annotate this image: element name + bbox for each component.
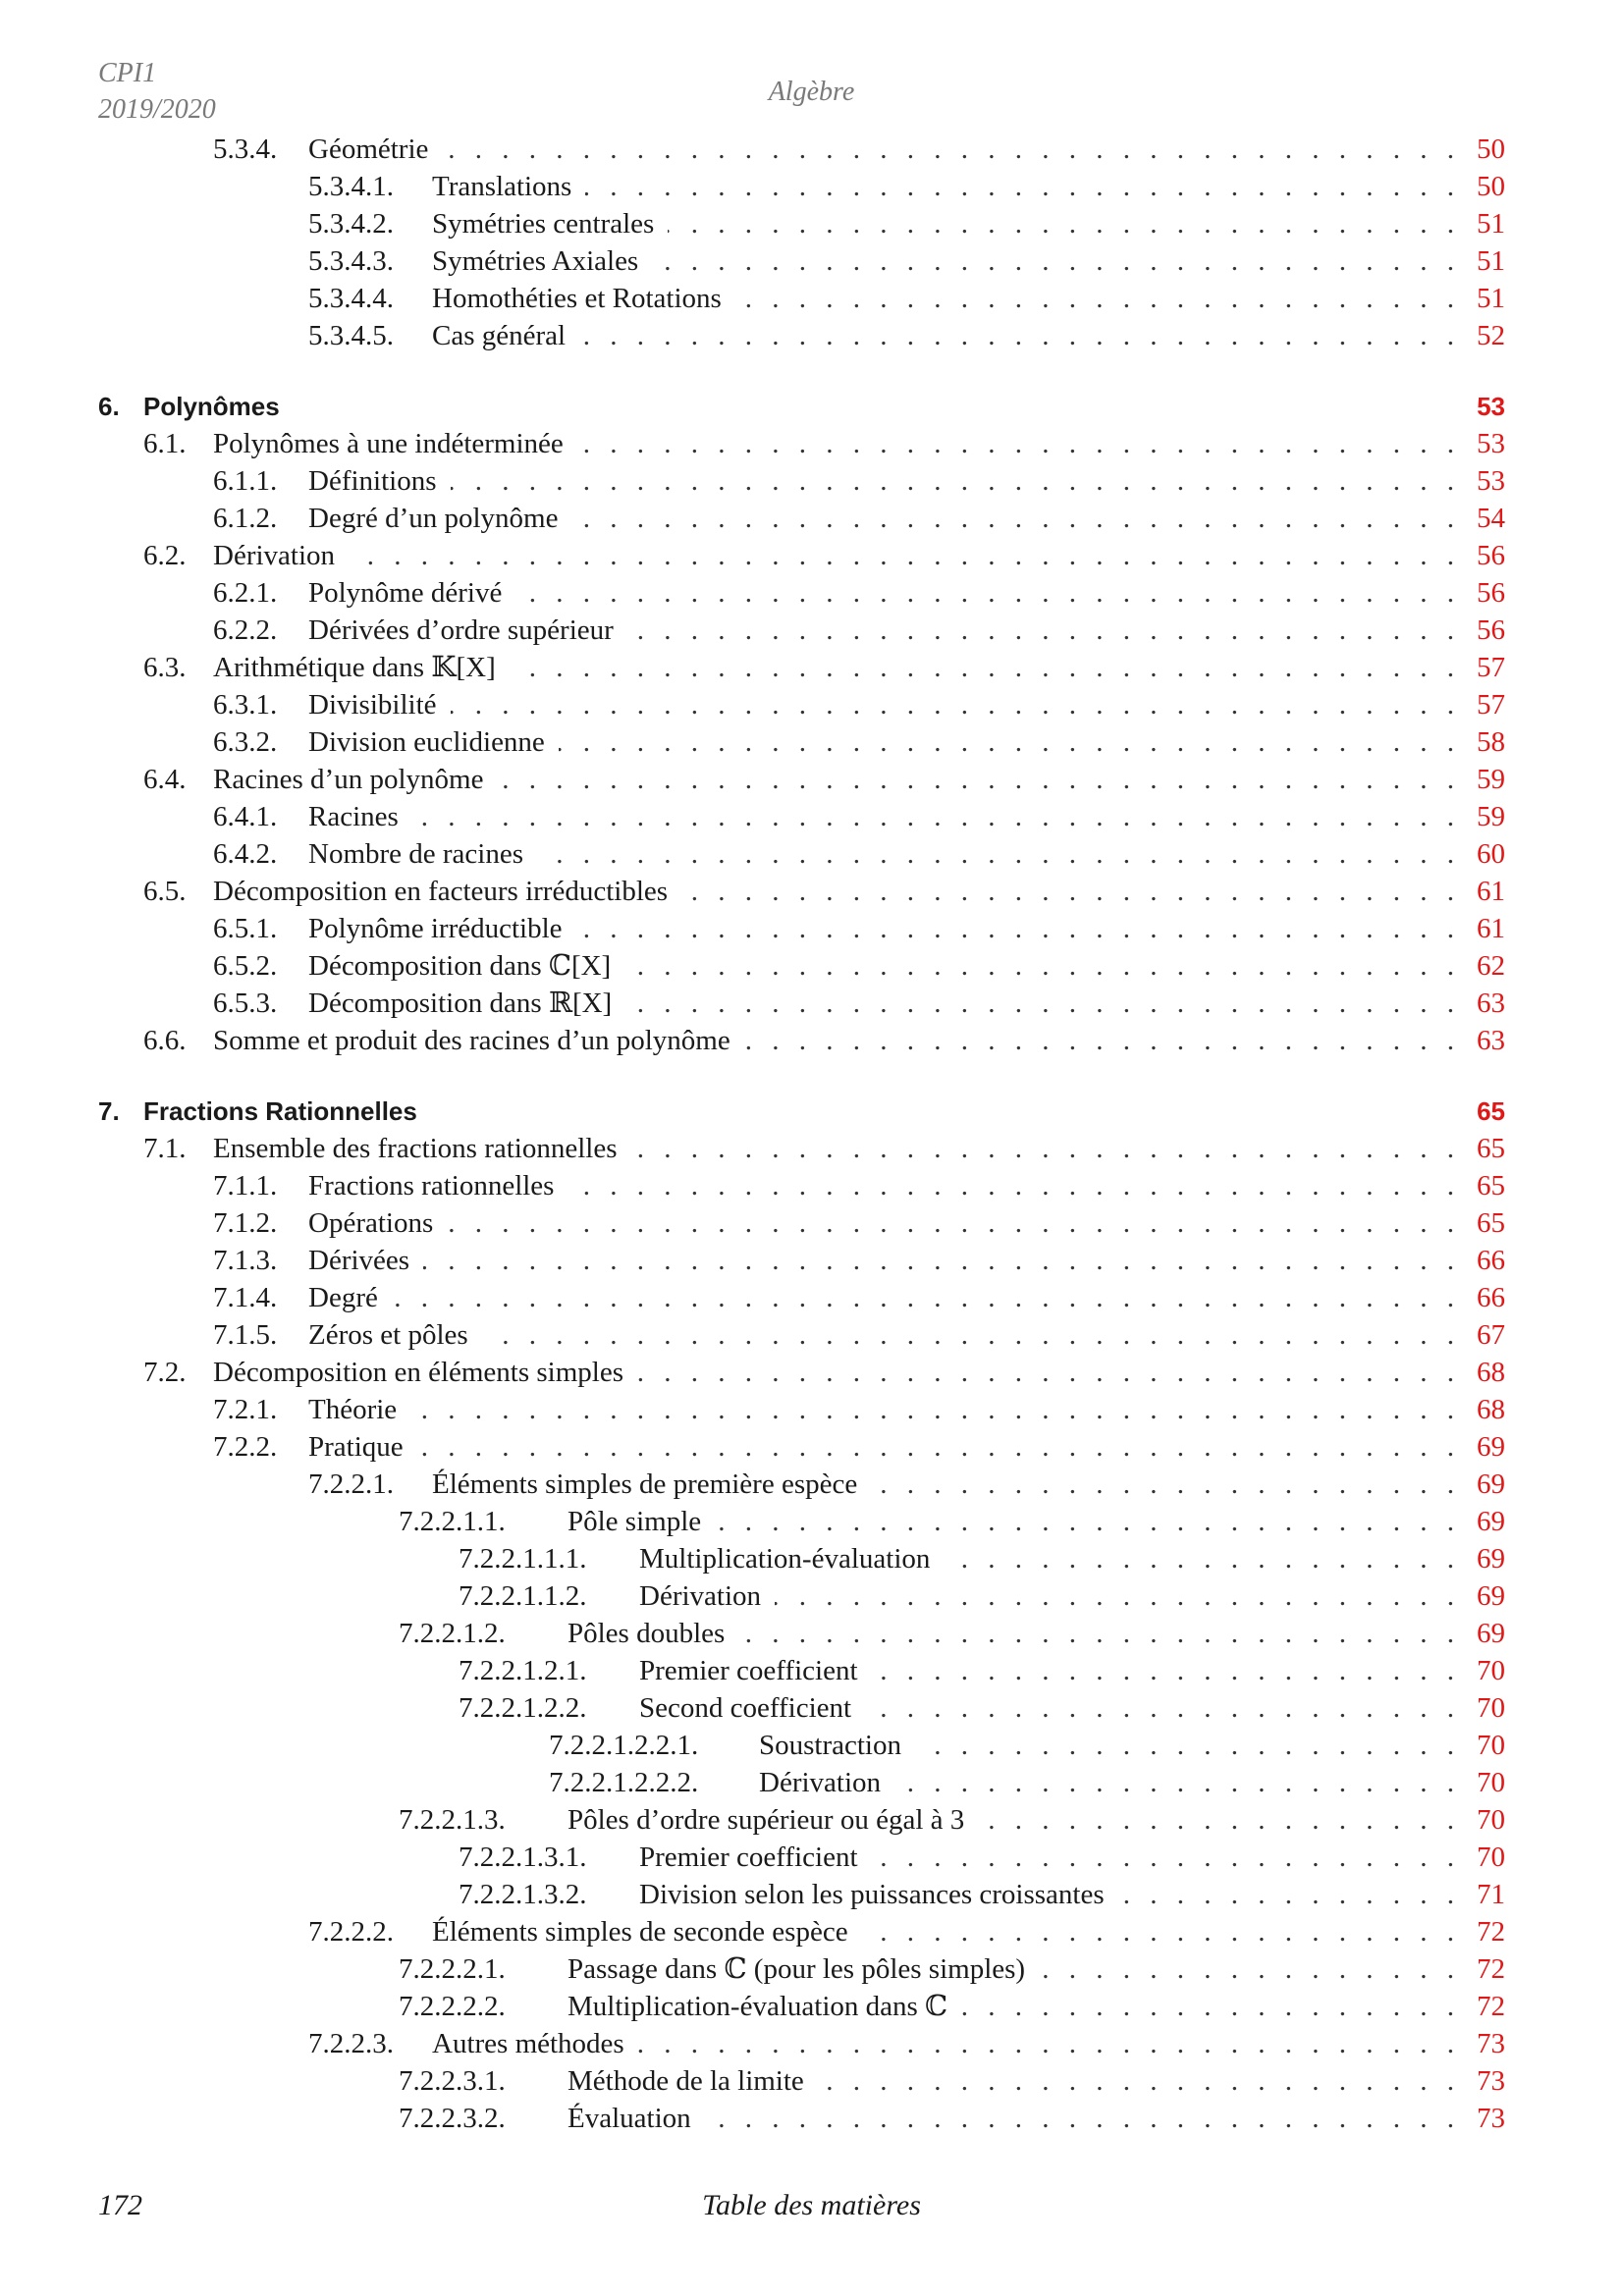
- toc-entry-number: 7.2.2.1.3.: [399, 1804, 506, 1836]
- toc-entry-number: 7.2.2.2.1.: [399, 1953, 506, 1985]
- toc-page-number[interactable]: 69: [1477, 1431, 1505, 1463]
- toc-leader-dots: [1039, 1950, 1454, 1988]
- toc-entry-number: 7.2.2.1.3.2.: [459, 1879, 587, 1910]
- toc-page-number[interactable]: 59: [1477, 764, 1505, 795]
- toc-entry-title: Éléments simples de première espèce: [432, 1468, 858, 1500]
- toc-leader-dots: [412, 798, 1454, 835]
- toc-entry[interactable]: [143, 761, 1505, 798]
- toc-leader-dots: [681, 873, 1454, 910]
- toc-entry-number: 5.3.4.5.: [308, 320, 394, 351]
- toc-page-number[interactable]: 56: [1477, 540, 1505, 571]
- toc-entry-number: 7.1.2.: [213, 1207, 278, 1239]
- toc-entry-number: 6.2.: [143, 540, 187, 571]
- toc-entry[interactable]: [459, 1876, 1505, 1913]
- toc-entry-number: 7.2.2.3.1.: [399, 2065, 506, 2097]
- toc-page-number[interactable]: 70: [1477, 1767, 1505, 1798]
- toc-leader-dots: [872, 1839, 1455, 1876]
- toc-entry[interactable]: [213, 1279, 1505, 1316]
- toc-entry-title: Évaluation: [568, 2103, 691, 2134]
- toc-entry-number: 6.4.: [143, 764, 187, 795]
- toc-leader-dots: [451, 686, 1455, 723]
- toc-entry-title: Racines d’un polynôme: [213, 764, 484, 795]
- toc-entry-title: Décomposition dans ℝ[X]: [308, 988, 613, 1019]
- toc-leader-dots: [872, 1652, 1455, 1689]
- toc-entry[interactable]: [399, 2100, 1505, 2137]
- toc-leader-dots: [627, 612, 1454, 649]
- toc-entry[interactable]: [213, 574, 1505, 612]
- toc-entry-number: 7.2.2.1.1.1.: [459, 1543, 587, 1575]
- toc-entry-number: 7.2.2.1.: [308, 1468, 394, 1500]
- toc-entry-number: 7.2.2.1.2.2.1.: [549, 1730, 699, 1761]
- toc-entry[interactable]: [213, 131, 1505, 168]
- toc-entry[interactable]: [399, 1503, 1505, 1540]
- toc-entry-title: Fractions rationnelles: [308, 1170, 555, 1201]
- toc-entry-number: 6.2.1.: [213, 577, 278, 609]
- toc-page-number[interactable]: 70: [1477, 1730, 1505, 1761]
- toc-page-number[interactable]: 66: [1477, 1282, 1505, 1313]
- toc-entry[interactable]: [213, 612, 1505, 649]
- toc-entry-number: 7.1.3.: [213, 1245, 278, 1276]
- toc-page-number[interactable]: 53: [1477, 465, 1505, 497]
- toc-entry[interactable]: [308, 2025, 1505, 2062]
- toc-entry-title: Zéros et pôles: [308, 1319, 468, 1351]
- toc-leader-dots: [576, 910, 1454, 947]
- toc-entry[interactable]: [143, 537, 1505, 574]
- toc-page-number[interactable]: 65: [1477, 1133, 1505, 1164]
- toc-entry-number: 5.3.4.1.: [308, 171, 394, 202]
- toc-leader-dots: [637, 1354, 1454, 1391]
- toc-page-number[interactable]: 65: [1477, 1170, 1505, 1201]
- toc-page-number[interactable]: 61: [1477, 876, 1505, 907]
- toc-entry[interactable]: [213, 462, 1505, 500]
- toc-entry[interactable]: [459, 1839, 1505, 1876]
- toc-entry-title: Dérivation: [639, 1580, 762, 1612]
- toc-entry[interactable]: [399, 1801, 1505, 1839]
- toc-entry-number: 7.1.1.: [213, 1170, 278, 1201]
- toc-leader-dots: [775, 1577, 1454, 1615]
- toc-entry-number: 7.2.2.1.1.: [399, 1506, 506, 1537]
- toc-entry-number: 7.2.1.: [213, 1394, 278, 1425]
- toc-entry-number: 6.1.1.: [213, 465, 278, 497]
- toc-leader-dots: [349, 537, 1454, 574]
- toc-entry-title: Ensemble des fractions rationnelles: [213, 1133, 618, 1164]
- toc-entry-number: 7.1.5.: [213, 1319, 278, 1351]
- toc-entry-number: 7.2.2.1.2.1.: [459, 1655, 587, 1686]
- toc-entry-number: 6.: [98, 392, 120, 421]
- toc-entry[interactable]: [213, 1242, 1505, 1279]
- toc-leader-dots: [497, 761, 1454, 798]
- toc-leader-dots: [652, 242, 1454, 280]
- toc-page-number[interactable]: 59: [1477, 801, 1505, 832]
- toc-entry-number: 5.3.4.4.: [308, 283, 394, 314]
- footer-page-number: 172: [98, 2189, 142, 2221]
- toc-entry-title: Pôles doubles: [568, 1618, 726, 1649]
- toc-entry[interactable]: [308, 317, 1505, 354]
- toc-page-number[interactable]: 73: [1477, 2103, 1505, 2134]
- toc-entry-number: 6.4.2.: [213, 838, 278, 870]
- toc-entry-title: Décomposition dans ℂ[X]: [308, 950, 612, 982]
- toc-entry-title: Dérivées d’ordre supérieur: [308, 614, 614, 646]
- toc-entry-number: 6.4.1.: [213, 801, 278, 832]
- toc-leader-dots: [417, 1428, 1454, 1466]
- toc-entry-number: 7.2.: [143, 1357, 187, 1388]
- toc-entry[interactable]: [143, 1130, 1505, 1167]
- toc-page-number[interactable]: 56: [1477, 577, 1505, 609]
- toc-entry-title: Nombre de racines: [308, 838, 524, 870]
- toc-leader-dots: [961, 1988, 1454, 2025]
- toc-entry-title: Divisibilité: [308, 689, 437, 721]
- toc-page-number[interactable]: 57: [1477, 652, 1505, 683]
- toc-entry[interactable]: [459, 1689, 1505, 1727]
- toc-entry[interactable]: [308, 205, 1505, 242]
- toc-entry[interactable]: [459, 1540, 1505, 1577]
- toc-chapter-entry[interactable]: [98, 1093, 1505, 1130]
- toc-leader-dots: [738, 1615, 1454, 1652]
- toc-entry-title: Polynôme irréductible: [308, 913, 563, 944]
- toc-leader-dots: [625, 985, 1454, 1022]
- toc-page-number[interactable]: 61: [1477, 913, 1505, 944]
- toc-entry-number: 7.2.2.1.2.2.2.: [549, 1767, 699, 1798]
- toc-entry[interactable]: [213, 723, 1505, 761]
- toc-page-number[interactable]: 51: [1477, 208, 1505, 240]
- toc-entry[interactable]: [308, 1913, 1505, 1950]
- toc-page-number[interactable]: 72: [1477, 1916, 1505, 1948]
- toc-leader-dots: [515, 574, 1454, 612]
- toc-page-number[interactable]: 60: [1477, 838, 1505, 870]
- toc-leader-dots: [715, 1503, 1454, 1540]
- toc-page-number[interactable]: 50: [1477, 133, 1505, 165]
- toc-entry-title: Premier coefficient: [639, 1842, 858, 1873]
- toc-entry-number: 6.5.2.: [213, 950, 278, 982]
- toc-page-number[interactable]: 70: [1477, 1655, 1505, 1686]
- toc-page-number[interactable]: 72: [1477, 1991, 1505, 2022]
- toc-entry-number: 7.2.2.1.3.1.: [459, 1842, 587, 1873]
- toc-entry-title: Polynômes à une indéterminée: [213, 428, 564, 459]
- toc-entry[interactable]: [213, 835, 1505, 873]
- toc-page-number[interactable]: 73: [1477, 2028, 1505, 2059]
- toc-entry-title: Pôle simple: [568, 1506, 702, 1537]
- toc-entry-title: Symétries Axiales: [432, 245, 639, 277]
- toc-page-number[interactable]: 52: [1477, 320, 1505, 351]
- toc-page-number[interactable]: 69: [1477, 1618, 1505, 1649]
- toc-leader-dots: [624, 947, 1454, 985]
- toc-entry[interactable]: [308, 280, 1505, 317]
- toc-leader-dots: [978, 1801, 1454, 1839]
- toc-entry-number: 7.2.2.2.: [308, 1916, 394, 1948]
- toc-entry-title: Second coefficient: [639, 1692, 852, 1724]
- toc-entry[interactable]: [143, 1354, 1505, 1391]
- toc-entry-number: 7.2.2.1.2.: [399, 1618, 506, 1649]
- toc-entry-title: Division euclidienne: [308, 726, 545, 758]
- toc-leader-dots: [572, 500, 1455, 537]
- toc-leader-dots: [537, 835, 1454, 873]
- toc-entry-number: 6.3.2.: [213, 726, 278, 758]
- toc-leader-dots: [862, 1913, 1454, 1950]
- toc-page-number[interactable]: 65: [1477, 1096, 1505, 1126]
- toc-entry-number: 7.1.4.: [213, 1282, 278, 1313]
- toc-entry[interactable]: [399, 1950, 1505, 1988]
- toc-leader-dots: [1118, 1876, 1454, 1913]
- toc-leader-dots: [668, 205, 1454, 242]
- toc-entry-title: Géométrie: [308, 133, 429, 165]
- toc-entry[interactable]: [213, 1204, 1505, 1242]
- toc-entry-title: Multiplication-évaluation: [639, 1543, 931, 1575]
- toc-entry-number: 7.2.2.1.1.2.: [459, 1580, 587, 1612]
- toc-entry[interactable]: [459, 1577, 1505, 1615]
- running-header-subject: Algèbre: [768, 77, 855, 107]
- toc-entry[interactable]: [213, 985, 1505, 1022]
- toc-page-number[interactable]: 68: [1477, 1394, 1505, 1425]
- toc-leader-dots: [865, 1689, 1454, 1727]
- toc-leader-dots: [631, 1130, 1454, 1167]
- toc-entry-number: 7.2.2.2.2.: [399, 1991, 506, 2022]
- toc-entry-number: 6.2.2.: [213, 614, 278, 646]
- toc-entry-number: 5.3.4.: [213, 133, 278, 165]
- toc-page-number[interactable]: 53: [1477, 428, 1505, 459]
- toc-page-number[interactable]: 65: [1477, 1207, 1505, 1239]
- toc-page-number[interactable]: 71: [1477, 1879, 1505, 1910]
- toc-leader-dots: [818, 2062, 1454, 2100]
- toc-entry-number: 7.2.2.: [213, 1431, 278, 1463]
- toc-entry-number: 7.2.2.3.2.: [399, 2103, 506, 2134]
- toc-page-number[interactable]: 67: [1477, 1319, 1505, 1351]
- toc-entry-number: 7.2.2.1.2.2.: [459, 1692, 587, 1724]
- toc-entry-title: Opérations: [308, 1207, 434, 1239]
- toc-entry-title: Multiplication-évaluation dans ℂ: [568, 1991, 948, 2022]
- toc-entry-number: 7.2.2.3.: [308, 2028, 394, 2059]
- toc-entry-title: Racines: [308, 801, 399, 832]
- toc-entry[interactable]: [213, 798, 1505, 835]
- toc-page-number[interactable]: 69: [1477, 1543, 1505, 1575]
- toc-page-number[interactable]: 70: [1477, 1842, 1505, 1873]
- toc-page-number[interactable]: 62: [1477, 950, 1505, 982]
- toc-entry-title: Éléments simples de seconde espèce: [432, 1916, 848, 1948]
- toc-leader-dots: [705, 2100, 1454, 2137]
- toc-entry[interactable]: [399, 2062, 1505, 2100]
- toc-entry[interactable]: [399, 1615, 1505, 1652]
- toc-entry-title: Degré: [308, 1282, 378, 1313]
- toc-entry[interactable]: [308, 242, 1505, 280]
- toc-entry-title: Théorie: [308, 1394, 398, 1425]
- toc-page-number[interactable]: 69: [1477, 1506, 1505, 1537]
- toc-leader-dots: [568, 1167, 1454, 1204]
- toc-page-number[interactable]: 73: [1477, 2065, 1505, 2097]
- toc-chapter-entry[interactable]: [98, 388, 1505, 425]
- toc-entry-title: Arithmétique dans 𝕂[X]: [213, 652, 496, 683]
- toc-entry-number: 6.1.2.: [213, 503, 278, 534]
- toc-entry-title: Dérivation: [213, 540, 336, 571]
- toc-entry[interactable]: [143, 649, 1505, 686]
- toc-entry[interactable]: [143, 425, 1505, 462]
- toc-page-number[interactable]: 51: [1477, 283, 1505, 314]
- toc-leader-dots: [410, 1391, 1454, 1428]
- toc-entry[interactable]: [308, 168, 1505, 205]
- toc-page-number[interactable]: 63: [1477, 988, 1505, 1019]
- toc-entry-number: 5.3.4.3.: [308, 245, 394, 277]
- toc-page-number[interactable]: 63: [1477, 1025, 1505, 1056]
- toc-page-number[interactable]: 70: [1477, 1692, 1505, 1724]
- toc-entry-title: Degré d’un polynôme: [308, 503, 559, 534]
- toc-entry-title: Méthode de la limite: [568, 2065, 804, 2097]
- toc-entry-number: 6.6.: [143, 1025, 187, 1056]
- toc-entry-number: 6.1.: [143, 428, 187, 459]
- toc-entry-number: 7.1.: [143, 1133, 187, 1164]
- toc-leader-dots: [638, 2025, 1454, 2062]
- toc-entry[interactable]: [549, 1764, 1505, 1801]
- toc-entry-number: 7.: [98, 1096, 120, 1126]
- toc-leader-dots: [392, 1279, 1454, 1316]
- toc-page-number[interactable]: 68: [1477, 1357, 1505, 1388]
- toc-entry[interactable]: [213, 1167, 1505, 1204]
- toc-page-number[interactable]: 53: [1477, 392, 1505, 421]
- toc-leader-dots: [871, 1466, 1454, 1503]
- toc-entry-title: Autres méthodes: [432, 2028, 624, 2059]
- toc-entry[interactable]: [213, 500, 1505, 537]
- toc-page-number[interactable]: 56: [1477, 614, 1505, 646]
- toc-entry-title: Passage dans ℂ (pour les pôles simples): [568, 1953, 1026, 1985]
- toc-leader-dots: [577, 425, 1454, 462]
- toc-page-number[interactable]: 57: [1477, 689, 1505, 721]
- toc-entry-title: Translations: [432, 171, 572, 202]
- toc-entry-number: 6.3.: [143, 652, 187, 683]
- toc-leader-dots: [423, 1242, 1454, 1279]
- toc-leader-dots: [894, 1764, 1454, 1801]
- toc-entry-title: Somme et produit des racines d’un polynôme: [213, 1025, 730, 1056]
- toc-entry-title: Décomposition en facteurs irréductibles: [213, 876, 669, 907]
- toc-entry[interactable]: [549, 1727, 1505, 1764]
- toc-leader-dots: [559, 723, 1454, 761]
- toc-leader-dots: [510, 649, 1454, 686]
- course-label: CPI1: [98, 58, 157, 88]
- toc-entry-number: 5.3.4.2.: [308, 208, 394, 240]
- toc-entry-title: Pratique: [308, 1431, 404, 1463]
- toc-page-number[interactable]: 50: [1477, 171, 1505, 202]
- toc-entry[interactable]: [213, 1316, 1505, 1354]
- toc-leader-dots: [447, 1204, 1454, 1242]
- toc-entry-title: Dérivées: [308, 1245, 410, 1276]
- toc-entry-title: Définitions: [308, 465, 437, 497]
- toc-entry-number: 6.3.1.: [213, 689, 278, 721]
- toc-entry-title: Dérivation: [759, 1767, 882, 1798]
- toc-leader-dots: [915, 1727, 1454, 1764]
- toc-leader-dots: [579, 317, 1454, 354]
- toc-entry[interactable]: [143, 873, 1505, 910]
- toc-page-number[interactable]: 54: [1477, 503, 1505, 534]
- toc-leader-dots: [944, 1540, 1454, 1577]
- toc-page-number[interactable]: 69: [1477, 1580, 1505, 1612]
- toc-leader-dots: [585, 168, 1454, 205]
- toc-entry[interactable]: [213, 1391, 1505, 1428]
- toc-entry[interactable]: [308, 1466, 1505, 1503]
- toc-leader-dots: [735, 280, 1454, 317]
- toc-entry[interactable]: [213, 947, 1505, 985]
- toc-entry-title: Homothéties et Rotations: [432, 283, 722, 314]
- toc-entry-title: Cas général: [432, 320, 567, 351]
- toc-entry-title: Premier coefficient: [639, 1655, 858, 1686]
- toc-entry[interactable]: [213, 1428, 1505, 1466]
- toc-page-number[interactable]: 66: [1477, 1245, 1505, 1276]
- toc-page-number[interactable]: 51: [1477, 245, 1505, 277]
- toc-leader-dots: [451, 462, 1455, 500]
- toc-page-number[interactable]: 70: [1477, 1804, 1505, 1836]
- toc-entry[interactable]: [143, 1022, 1505, 1059]
- toc-entry-title: Fractions Rationnelles: [143, 1096, 417, 1126]
- toc-entry-number: 6.5.: [143, 876, 187, 907]
- toc-entry-title: Polynômes: [143, 392, 280, 421]
- toc-entry-title: Polynôme dérivé: [308, 577, 503, 609]
- toc-leader-dots: [442, 131, 1454, 168]
- toc-entry-title: Décomposition en éléments simples: [213, 1357, 624, 1388]
- toc-leader-dots: [744, 1022, 1454, 1059]
- toc-entry-title: Division selon les puissances croissantes: [639, 1879, 1105, 1910]
- toc-entry[interactable]: [213, 910, 1505, 947]
- toc-page-number[interactable]: 72: [1477, 1953, 1505, 1985]
- toc-entry[interactable]: [213, 686, 1505, 723]
- toc-page-number[interactable]: 58: [1477, 726, 1505, 758]
- toc-entry[interactable]: [399, 1988, 1505, 2025]
- toc-entry-number: 6.5.3.: [213, 988, 278, 1019]
- toc-entry[interactable]: [459, 1652, 1505, 1689]
- toc-entry-title: Pôles d’ordre supérieur ou égal à 3: [568, 1804, 965, 1836]
- toc-entry-title: Soustraction: [759, 1730, 901, 1761]
- toc-entry-number: 6.5.1.: [213, 913, 278, 944]
- footer-title: Table des matières: [702, 2189, 921, 2221]
- toc-entry-title: Symétries centrales: [432, 208, 655, 240]
- year-label: 2019/2020: [98, 94, 216, 125]
- toc-page-number[interactable]: 69: [1477, 1468, 1505, 1500]
- toc-leader-dots: [482, 1316, 1454, 1354]
